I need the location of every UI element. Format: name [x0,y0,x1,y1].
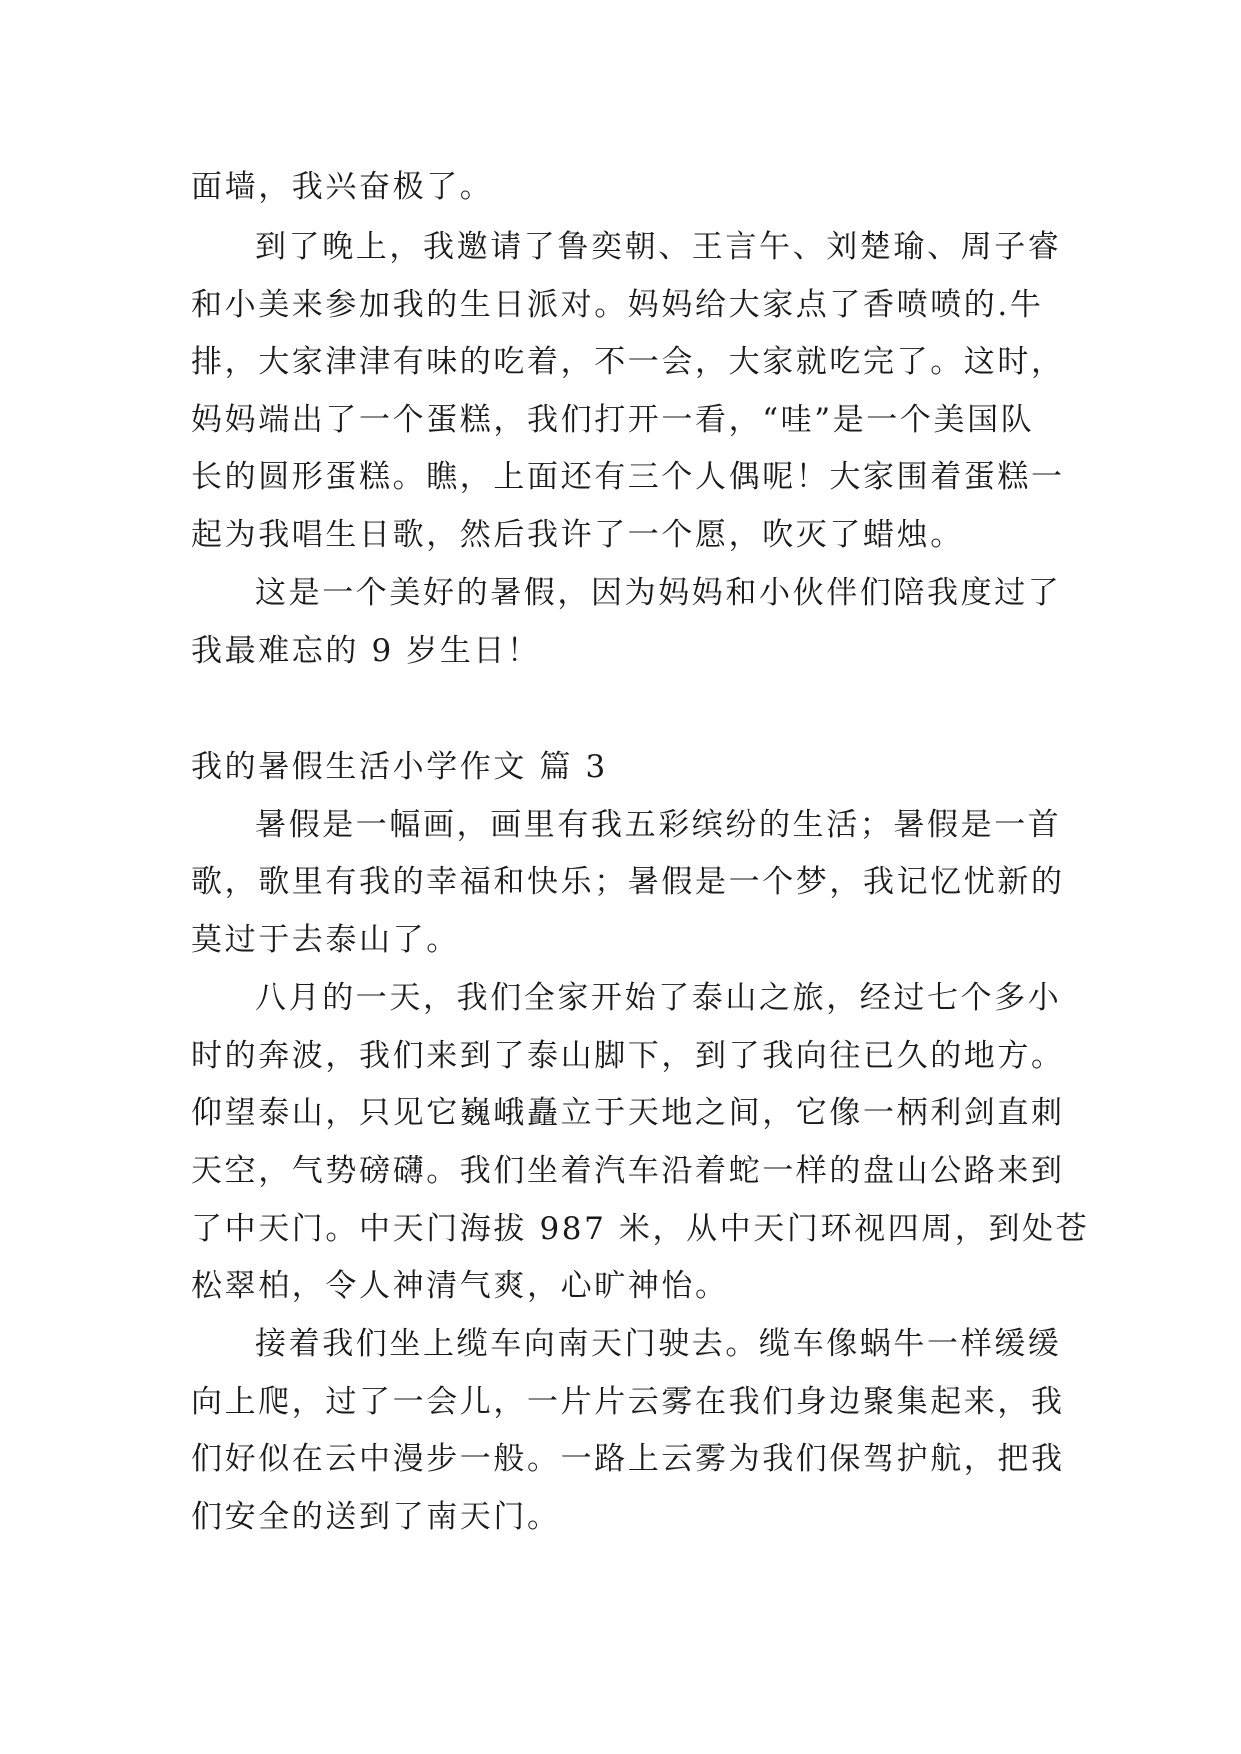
paragraph-line: 时的奔波，我们来到了泰山脚下，到了我向往已久的地方。 [191,1038,1065,1074]
paragraph-line: 我最难忘的 9 岁生日！ [191,633,541,669]
paragraph-line: 歌，歌里有我的幸福和快乐；暑假是一个梦，我记忆忧新的 [191,864,1065,900]
paragraph-line: 接着我们坐上缆车向南天门驶去。缆车像蜗牛一样缓缓 [255,1326,1062,1362]
paragraph-line: 们安全的送到了南天门。 [191,1499,561,1535]
paragraph-line: 向上爬，过了一会儿，一片片云雾在我们身边聚集起来，我 [191,1384,1065,1420]
paragraph-line: 到了晚上，我邀请了鲁奕朝、王言午、刘楚瑜、周子睿 [255,229,1062,265]
paragraph-line: 长的圆形蛋糕。瞧，上面还有三个人偶呢！大家围着蛋糕一 [191,459,1065,495]
paragraph-line: 和小美来参加我的生日派对。妈妈给大家点了香喷喷的.牛 [191,287,1044,323]
paragraph-line: 起为我唱生日歌，然后我许了一个愿，吹灭了蜡烛。 [191,517,964,553]
paragraph-line: 八月的一天，我们全家开始了泰山之旅，经过七个多小 [255,980,1062,1016]
paragraph-line: 了中天门。中天门海拔 987 米，从中天门环视四周，到处苍 [191,1211,1090,1247]
paragraph-line: 们好似在云中漫步一般。一路上云雾为我们保驾护航，把我 [191,1441,1065,1477]
paragraph-line: 仰望泰山，只见它巍峨矗立于天地之间，它像一柄利剑直刺 [191,1095,1065,1131]
paragraph-line: 暑假是一幅画，画里有我五彩缤纷的生活；暑假是一首 [255,807,1062,843]
paragraph-line: 面墙，我兴奋极了。 [191,169,494,205]
paragraph-line: 排，大家津津有味的吃着，不一会，大家就吃完了。这时， [191,344,1065,380]
paragraph-line: 天空，气势磅礴。我们坐着汽车沿着蛇一样的盘山公路来到 [191,1153,1065,1189]
paragraph-line: 这是一个美好的暑假，因为妈妈和小伙伴们陪我度过了 [255,575,1062,611]
paragraph-line: 妈妈端出了一个蛋糕，我们打开一看，“哇”是一个美国队 [191,402,1035,438]
section-heading: 我的暑假生活小学作文 篇 3 [191,749,608,785]
paragraph-line: 莫过于去泰山了。 [191,922,460,958]
paragraph-line: 松翠柏，令人神清气爽，心旷神怡。 [191,1268,729,1304]
